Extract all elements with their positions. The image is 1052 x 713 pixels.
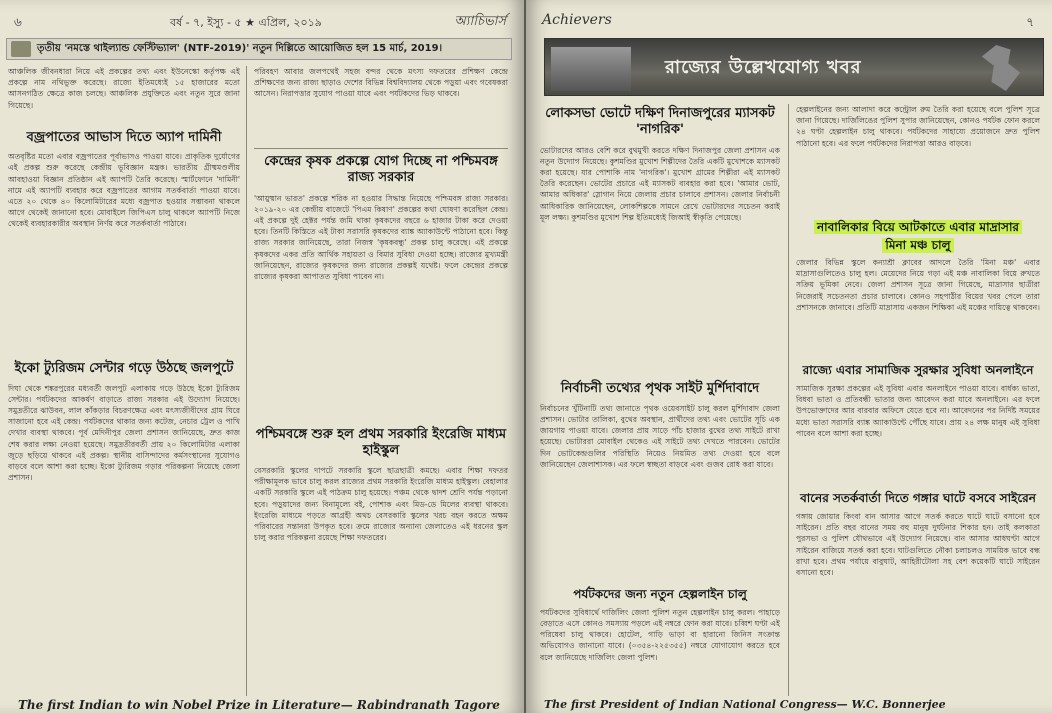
left-col-1 [8, 66, 240, 673]
article-social-security: সামাজিক সুরক্ষা প্রকল্পের এই সুবিধা এবার অনলাইনে পাওয়া যাবে। বার্ধক্য ভাতা, বিধবা ভাতা ও প্রতিবন্ধী ভাতার জন্য আবেদন করা যাবে অনলাইনে। এর ফলে উপভোক্তাদের আর বারবার অফিসে যেতে হবে না। আবেদনের পর নির্দিষ্ট সময়ের মধ্যে ভাতা সরাসরি ব্যাঙ্ক অ্যাকাউন্টে পৌঁছে যাবে। প্রায় ২৪ লক্ষ মানুষ এই সুবিধা পাবেন বলে আশা করা হচ্ছে। [796, 384, 1040, 438]
ntf-notice-strip [6, 38, 512, 60]
left-running-head [0, 8, 524, 34]
left-brand-name: অ্যাচিভার্স [454, 14, 506, 29]
festival-logo-icon [11, 41, 31, 57]
state-news-banner [544, 38, 1044, 96]
article-eco-tourism: দিঘা থেকে শঙ্করপুরের মধ্যবর্তী জলপুট এলাকায় গড়ে উঠছে ইকো ট্যুরিজম সেন্টার। পর্যটকদের আকর্ষণ বাড়াতে রাজ্য সরকার এই উদ্যোগ নিয়েছে। সমুদ্রতীরে ঝাউবন, লাল কাঁকড়ার বিচরণক্ষেত্র এবং মৎস্যজীবীদের গ্রাম ঘিরে সাজানো হবে এই কেন্দ্র। পর্যটকদের থাকার জন্য কটেজ, নেচার ট্রেল ও পাখি দেখার ব্যবস্থা থাকবে। পূর্ব মেদিনীপুর জেলা প্রশাসন জানিয়েছে, দ্রুত কাজ শেষ করার লক্ষ্য নেওয়া হয়েছে। সমুদ্রতীরবর্তী প্রায় ২০ কিলোমিটার এলাকা জুড়ে ছড়িয়ে থাকবে এই প্রকল্প। স্থানীয় বাসিন্দাদের কর্মসংস্থানের সুযোগও বাড়বে বলে আশা করা হচ্ছে। ইকো ট্যুরিজম গড়ার পরিকল্পনা নিয়েছে জেলা প্রশাসন। [8, 383, 240, 483]
intro-paragraph-right: হেল্পলাইনের জন্য আলাদা করে কন্ট্রোল রুম তৈরি করা হয়েছে বলে পুলিশ সূত্রে জানা গিয়েছে। দার্জিলিঙের পুলিশ সুপার জানিয়েছেন, কোনও পর্যটক ফোন করলে ২৪ ঘণ্টা হেল্পলাইন চালু থাকবে। পর্যটকদের সাহায্যে প্রয়োজনে দ্রুত পুলিশ পাঠানো হবে। এর ফলে পর্যটকদের নিরাপত্তা আরও বাড়বে। [796, 105, 1040, 148]
article-siren: গঙ্গায় জোয়ার কিংবা বান আসার আগে সতর্ক করতে ঘাটে ঘাটে বসানো হবে সাইরেন। প্রতি বছর বানের সময় বহু মানুষ দুর্ঘটনার শিকার হন। তাই কলকাতা পুরসভা ও পুলিশ যৌথভাবে এই উদ্যোগ নিয়েছে। বান আসার আধঘণ্টা আগে সাইরেন বাজিয়ে সতর্ক করা হবে। ঘাটগুলিতে নৌকা চলাচলও সাময়িক ভাবে বন্ধ রাখা হবে। প্রথম পর্যায়ে বাবুঘাট, আহিরীটোলা সহ বেশ কয়েকটি ঘাটে সাইরেন বসানো হবে। [796, 512, 1040, 578]
headline-minor-marriage [796, 220, 1040, 253]
headline-farmer-scheme: কেন্দ্রের কৃষক প্রকল্পে যোগ দিচ্ছে না পশ্চিমবঙ্গ রাজ্য সরকার [264, 154, 498, 186]
ntf-notice-text: তৃতীয় 'নমস্তে থাইল্যান্ড ফেস্টিভ্যাল' (NTF-2019)' নতুন দিল্লিতে আয়োজিত হল 15 মার্চ, 2019। [37, 43, 443, 54]
headline-lightning-app: বজ্রপাতের আভাস দিতে অ্যাপ দামিনী [26, 130, 222, 145]
article-election-site: নির্বাচনের খুঁটিনাটি তথ্য জানাতে পৃথক ওয়েবসাইট চালু করল মুর্শিদাবাদ জেলা প্রশাসন। ভোটার তালিকা, বুথের অবস্থান, প্রার্থীদের তথ্য এবং ভোটের সূচি এক জায়গায় পাওয়া যাবে। জেলার প্রায় সাড়ে পাঁচ হাজার বুথের তথ্য সাইটে রাখা হয়েছে। ভোটাররা মোবাইল থেকেও এই সাইটে তথ্য দেখতে পারবেন। ভোটের দিন ভোটকেন্দ্রগুলির পরিস্থিতি নিয়েও নিয়মিত তথ্য দেওয়া হবে বলে জানিয়েছেন জেলাশাসক। এর ফলে স্বচ্ছতা বাড়বে এবং গুজব রোধ করা যাবে। [540, 403, 780, 469]
headline-mascot: লোকসভা ভোটে দক্ষিণ দিনাজপুরের ম্যাসকট 'নাগরিক' [545, 106, 775, 138]
intro-paragraph-col2: পরিবহণ আবার জলপথেই সহজ বন্দর থেকে মৎস্য দফতরের প্রশিক্ষণ কেন্দ্রে প্রশিক্ষণের জন্য রাজ্য ছাড়াও দেশের বিভিন্ন বিশ্ববিদ্যালয় থেকে পড়ুয়া এবং গবেষকরা আসেন। নিরাপত্তার সুযোগ পাওয়া যাবে এবং পর্যটকদের ভিড় থাকবে। [254, 67, 508, 99]
article-mascot: ভোটারদের আরও বেশি করে বুথমুখী করতে দক্ষিণ দিনাজপুর জেলা প্রশাসন এক নতুন উদ্যোগ নিয়েছে। কুশমণ্ডির মুখোশ শিল্পীদের তৈরি একটি মুখোশকে ম্যাসকট করা হয়েছে। যার পোশাকি নাম 'নাগরিক'। মুখোশ গ্রামের শিল্পীরা এই ম্যাসকট তৈরি করেছেন। ভোটের প্রচারে এই ম্যাসকট ব্যবহার করা হবে। 'আমার ভোট, আমার অধিকার' স্লোগান নিয়ে জেলায় প্রচার চালাবে প্রশাসন। জেলার নির্বাচনী আধিকারিক জানিয়েছেন, লোকশিল্পকে সামনে রেখে ভোটারদের সচেতন করাই মূল লক্ষ্য। কুশমণ্ডির মুখোশ শিল্প ইতিমধ্যেই জিআই স্বীকৃতি পেয়েছে। [540, 145, 780, 222]
west-bengal-map-icon [977, 45, 1025, 91]
left-page [0, 0, 524, 713]
left-column-divider [246, 66, 247, 696]
headline-minor-marriage-line1: নাবালিকার বিয়ে আটকাতে এবার মাদ্রাসার [814, 220, 1022, 234]
right-page-number: ৭ [1026, 15, 1034, 29]
headline-election-site: নির্বাচনী তথ্যের পৃথক সাইট মুর্শিদাবাদে [560, 380, 760, 396]
article-lightning-app: অতবৃষ্টির মতো এবার বজ্রপাতের পূর্বাভাসও পাওয়া যাবে। প্রাকৃতিক দুর্যোগের এই প্রকল্প শুরু করেছে কেন্দ্রীয় ভূবিজ্ঞান মন্ত্রক। ভারতীয় গ্রীষ্মমণ্ডলীয় আবহাওয়া বিজ্ঞান প্রতিষ্ঠান এই অ্যাপটি তৈরি করেছে। স্মার্টফোনে 'দামিনী' নামে এই অ্যাপটি ব্যবহার করে বজ্রপাতের আগাম সতর্কবার্তা পাওয়া যাবে। এতে ২০ থেকে ৪০ কিলোমিটারের মধ্যে বজ্রপাত হওয়ার সম্ভাবনা থাকলে আগে থেকেই জানানো হবে। মোবাইলে জিপিএস চালু থাকলে অ্যাপটি নিজে থেকেই ব্যবহারকারীর অবস্থান নির্ণয় করে সতর্কবার্তা পাঠাবে। [8, 152, 240, 229]
headline-eco-tourism: ইকো ট্যুরিজম সেন্টার গড়ে উঠছে জলপুটে [14, 361, 234, 377]
right-running-head [526, 8, 1052, 34]
article-english-school: বেসরকারি স্কুলের দাপটে সরকারি স্কুলে ছাত্রছাত্রী কমছে। এবার শিক্ষা দফতর পরীক্ষামূলক ভাবে চালু করল রাজ্যের প্রথম সরকারি ইংরেজি মাধ্যম হাইস্কুল। বেহালার একটি সরকারি স্কুলে এই পাঠক্রম চালু হয়েছে। পঞ্চম থেকে দ্বাদশ শ্রেণি পর্যন্ত পড়ানো হবে। পড়ুয়াদের জন্য বিনামূল্যে বই, পোশাক এবং মিড-ডে মিলের ব্যবস্থা থাকবে। ইংরেজি মাধ্যমে পড়তে আগ্রহী অথচ বেসরকারি স্কুলের খরচ বহন করতে অক্ষম পরিবারের সন্তানরা উপকৃত হবে। ক্রমে রাজ্যের অন্যান্য জেলাতেও এই ধরনের স্কুল চালু করার পরিকল্পনা রয়েছে শিক্ষা দফতরের। [254, 466, 508, 543]
article-minor-marriage: জেলার বিভিন্ন স্কুলে কন্যাশ্রী ক্লাবের আদলে তৈরি 'মিনা মঞ্চ' এবার মাদ্রাসাগুলিতেও চালু হল। মেয়েদের নিয়ে গড়া এই মঞ্চ নাবালিকা বিয়ে রুখতে সক্রিয় ভূমিকা নেবে। জেলা প্রশাসন সূত্রে জানা গিয়েছে, মাদ্রাসার ছাত্রীরা নিজেরাই সচেতনতা প্রচার চালাবে। কোনও সহপাঠীর বিয়ের খবর পেলে তারা প্রশাসনকে জানাবে। প্রতিটি মাদ্রাসায় একজন শিক্ষিকা এই মঞ্চের দায়িত্বে থাকবেন। [796, 258, 1040, 312]
headline-helpline: পর্যটকদের জন্য নতুন হেল্পলাইন চালু [573, 586, 747, 601]
section-divider [254, 148, 508, 149]
left-page-number: ৬ [14, 15, 22, 29]
left-issue-line: বর্ষ - ৭, ইস্যু - ৫ ★ এপ্রিল, ২০১৯ [170, 16, 322, 29]
headline-siren: বানের সতর্কবার্তা দিতে গঙ্গার ঘাটে বসবে সাইরেন [800, 491, 1036, 505]
right-brand-name: Achievers [542, 12, 612, 28]
headline-english-school: পশ্চিমবঙ্গে শুরু হল প্রথম সরকারি ইংরেজি মাধ্যম হাইস্কুল [255, 426, 507, 458]
headline-social-security: রাজ্যে এবার সামাজিক সুরক্ষার সুবিধা অনলাইনে [802, 363, 1034, 377]
right-footer: The first President of Indian National Congress— W.C. Bonnerjee [544, 698, 946, 711]
right-col-2 [796, 104, 1040, 621]
article-helpline: পর্যটকদের সুবিধার্থে দার্জিলিং জেলা পুলিশ নতুন হেল্পলাইন চালু করল। পাহাড়ে বেড়াতে এসে কোনও সমস্যায় পড়লে এই নম্বরে ফোন করা যাবে। চব্বিশ ঘণ্টা এই পরিষেবা চালু থাকবে। হোটেল, গাড়ি ভাড়া বা হারানো জিনিস সংক্রান্ত অভিযোগও জানানো যাবে। (০৩৫৪-২২৫৩৫৫) নম্বরে যোগাযোগ করতে হবে বলে জানিয়েছে দার্জিলিং জেলা পুলিশ। [540, 607, 780, 662]
right-page [526, 0, 1052, 713]
intro-paragraph: আঞ্চলিক জীবনধারা নিয়ে এই প্রকল্পের তথ্য এবং ইউনেস্কো কর্তৃপক্ষ এই প্রকল্পে নাম নথিভুক্ত করেছে। রাজ্যে ইতিমধ্যেই ১৫ হাজারের মতো আসনগঠিত ক্ষেত্রে কাজ চলছে। আঞ্চলিক প্রযুক্তিতে এবং নতুন সুরে জানা গিয়েছে। [8, 67, 240, 110]
article-farmer-scheme: 'আয়ুষ্মান ভারত' প্রকল্পে শরিক না হওয়ার সিদ্ধান্ত নিয়েছে পশ্চিমবঙ্গ রাজ্য সরকার। ২০১৯-২০ এর কেন্দ্রীয় বাজেটে 'পিএম কিষাণ' প্রকল্পের কথা ঘোষণা করেছিল কেন্দ্র। এই প্রকল্পে দুই হেক্টর পর্যন্ত জমি থাকা কৃষকদের বছরে ৬ হাজার টাকা করে দেওয়া হবে। তিনটি কিস্তিতে এই টাকা সরাসরি কৃষকদের ব্যাঙ্ক অ্যাকাউন্টে পাঠানো হবে। কিন্তু রাজ্য সরকার জানিয়েছে, তারা নিজস্ব 'কৃষকবন্ধু' প্রকল্প চালু করেছে। এই প্রকল্পে কৃষকদের একর প্রতি আর্থিক সহায়তা ও বিমার সুবিধা দেওয়া হচ্ছে। রাজ্যের মুখ্যমন্ত্রী জানিয়েছেন, রাজ্যের কৃষকদের জন্য রাজ্যের প্রকল্পই যথেষ্ট। ফলে কেন্দ্রের প্রকল্পে রাজ্যের কৃষকরা আপাতত সুবিধা পাবেন না। [254, 193, 508, 281]
banner-title: রাজ্যের উল্লেখযোগ্য খবর [665, 57, 862, 78]
headline-minor-marriage-line2: মিনা মঞ্চ চালু [882, 238, 953, 253]
left-col-2 [254, 66, 508, 645]
right-col-1 [540, 104, 780, 677]
right-column-divider [788, 104, 789, 696]
banner-scene-image [551, 47, 631, 91]
left-footer: The first Indian to win Nobel Prize in Literature— Rabindranath Tagore [18, 698, 500, 712]
